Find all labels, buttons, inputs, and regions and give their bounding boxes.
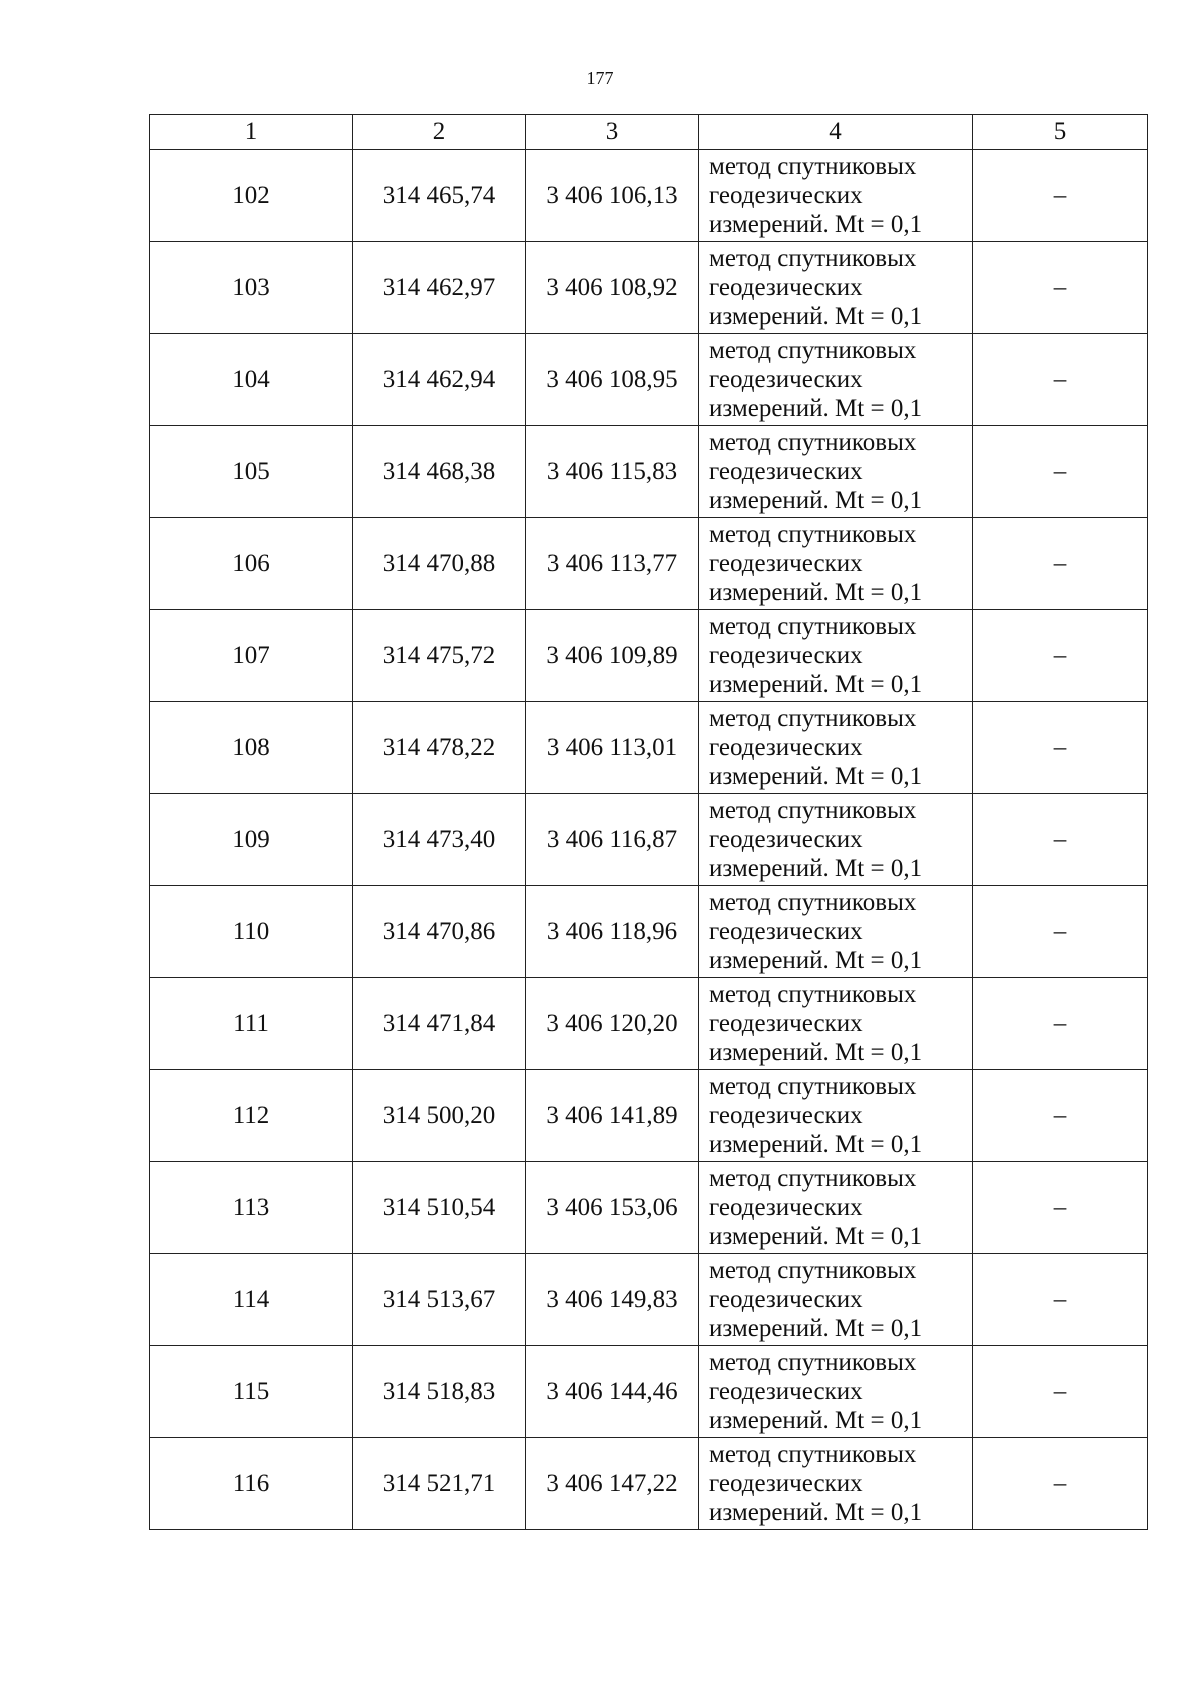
table-row <box>150 794 1148 886</box>
y-coordinate-cell: 3 406 109,89 <box>526 610 699 702</box>
header-col-1: 1 <box>150 115 353 150</box>
method-cell: метод спутниковых геодезических измерений. Mt = 0,1 <box>699 1438 973 1530</box>
description-cell: – <box>973 334 1148 426</box>
y-coordinate-cell: 3 406 118,96 <box>526 886 699 978</box>
x-coordinate-cell: 314 510,54 <box>353 1162 526 1254</box>
header-col-4: 4 <box>699 115 973 150</box>
y-coordinate-cell: 3 406 116,87 <box>526 794 699 886</box>
description-cell: – <box>973 242 1148 334</box>
x-coordinate-cell: 314 475,72 <box>353 610 526 702</box>
x-coordinate-cell: 314 500,20 <box>353 1070 526 1162</box>
description-cell: – <box>973 150 1148 242</box>
description-cell: – <box>973 1438 1148 1530</box>
y-coordinate-cell: 3 406 115,83 <box>526 426 699 518</box>
table-row <box>150 1162 1148 1254</box>
description-cell: – <box>973 886 1148 978</box>
table-row <box>150 1346 1148 1438</box>
coordinates-table <box>149 114 1148 1530</box>
table-row <box>150 150 1148 242</box>
y-coordinate-cell: 3 406 106,13 <box>526 150 699 242</box>
method-cell: метод спутниковых геодезических измерений. Mt = 0,1 <box>699 1070 973 1162</box>
point-number-cell: 111 <box>150 978 353 1070</box>
point-number-cell: 105 <box>150 426 353 518</box>
description-cell: – <box>973 794 1148 886</box>
table-row <box>150 1254 1148 1346</box>
description-cell: – <box>973 1254 1148 1346</box>
method-cell: метод спутниковых геодезических измерений. Mt = 0,1 <box>699 1346 973 1438</box>
table-row <box>150 978 1148 1070</box>
y-coordinate-cell: 3 406 141,89 <box>526 1070 699 1162</box>
point-number-cell: 110 <box>150 886 353 978</box>
method-cell: метод спутниковых геодезических измерений. Mt = 0,1 <box>699 426 973 518</box>
point-number-cell: 107 <box>150 610 353 702</box>
description-cell: – <box>973 518 1148 610</box>
point-number-cell: 113 <box>150 1162 353 1254</box>
point-number-cell: 104 <box>150 334 353 426</box>
point-number-cell: 108 <box>150 702 353 794</box>
table-row <box>150 702 1148 794</box>
method-cell: метод спутниковых геодезических измерений. Mt = 0,1 <box>699 610 973 702</box>
y-coordinate-cell: 3 406 108,92 <box>526 242 699 334</box>
point-number-cell: 102 <box>150 150 353 242</box>
x-coordinate-cell: 314 468,38 <box>353 426 526 518</box>
x-coordinate-cell: 314 521,71 <box>353 1438 526 1530</box>
x-coordinate-cell: 314 473,40 <box>353 794 526 886</box>
table-row <box>150 1070 1148 1162</box>
table-body <box>150 150 1148 1530</box>
header-col-5: 5 <box>973 115 1148 150</box>
description-cell: – <box>973 702 1148 794</box>
method-cell: метод спутниковых геодезических измерений. Mt = 0,1 <box>699 518 973 610</box>
y-coordinate-cell: 3 406 144,46 <box>526 1346 699 1438</box>
method-cell: метод спутниковых геодезических измерений. Mt = 0,1 <box>699 150 973 242</box>
table-row <box>150 610 1148 702</box>
point-number-cell: 115 <box>150 1346 353 1438</box>
y-coordinate-cell: 3 406 149,83 <box>526 1254 699 1346</box>
x-coordinate-cell: 314 513,67 <box>353 1254 526 1346</box>
description-cell: – <box>973 610 1148 702</box>
table-row <box>150 426 1148 518</box>
x-coordinate-cell: 314 462,97 <box>353 242 526 334</box>
x-coordinate-cell: 314 478,22 <box>353 702 526 794</box>
table-header <box>150 115 1148 150</box>
description-cell: – <box>973 1070 1148 1162</box>
x-coordinate-cell: 314 470,86 <box>353 886 526 978</box>
y-coordinate-cell: 3 406 120,20 <box>526 978 699 1070</box>
description-cell: – <box>973 978 1148 1070</box>
table-row <box>150 886 1148 978</box>
y-coordinate-cell: 3 406 147,22 <box>526 1438 699 1530</box>
x-coordinate-cell: 314 470,88 <box>353 518 526 610</box>
y-coordinate-cell: 3 406 113,77 <box>526 518 699 610</box>
table-row <box>150 1438 1148 1530</box>
header-col-3: 3 <box>526 115 699 150</box>
description-cell: – <box>973 1346 1148 1438</box>
method-cell: метод спутниковых геодезических измерений. Mt = 0,1 <box>699 242 973 334</box>
x-coordinate-cell: 314 462,94 <box>353 334 526 426</box>
y-coordinate-cell: 3 406 108,95 <box>526 334 699 426</box>
table-row <box>150 518 1148 610</box>
table-row <box>150 242 1148 334</box>
method-cell: метод спутниковых геодезических измерений. Mt = 0,1 <box>699 978 973 1070</box>
point-number-cell: 103 <box>150 242 353 334</box>
method-cell: метод спутниковых геодезических измерений. Mt = 0,1 <box>699 1254 973 1346</box>
y-coordinate-cell: 3 406 153,06 <box>526 1162 699 1254</box>
point-number-cell: 109 <box>150 794 353 886</box>
method-cell: метод спутниковых геодезических измерений. Mt = 0,1 <box>699 334 973 426</box>
method-cell: метод спутниковых геодезических измерений. Mt = 0,1 <box>699 702 973 794</box>
description-cell: – <box>973 1162 1148 1254</box>
description-cell: – <box>973 426 1148 518</box>
x-coordinate-cell: 314 518,83 <box>353 1346 526 1438</box>
header-row <box>150 115 1148 150</box>
point-number-cell: 106 <box>150 518 353 610</box>
point-number-cell: 114 <box>150 1254 353 1346</box>
page-number: 177 <box>586 68 614 88</box>
method-cell: метод спутниковых геодезических измерений. Mt = 0,1 <box>699 886 973 978</box>
method-cell: метод спутниковых геодезических измерений. Mt = 0,1 <box>699 1162 973 1254</box>
header-col-2: 2 <box>353 115 526 150</box>
x-coordinate-cell: 314 471,84 <box>353 978 526 1070</box>
x-coordinate-cell: 314 465,74 <box>353 150 526 242</box>
table-row <box>150 334 1148 426</box>
point-number-cell: 112 <box>150 1070 353 1162</box>
point-number-cell: 116 <box>150 1438 353 1530</box>
y-coordinate-cell: 3 406 113,01 <box>526 702 699 794</box>
method-cell: метод спутниковых геодезических измерений. Mt = 0,1 <box>699 794 973 886</box>
